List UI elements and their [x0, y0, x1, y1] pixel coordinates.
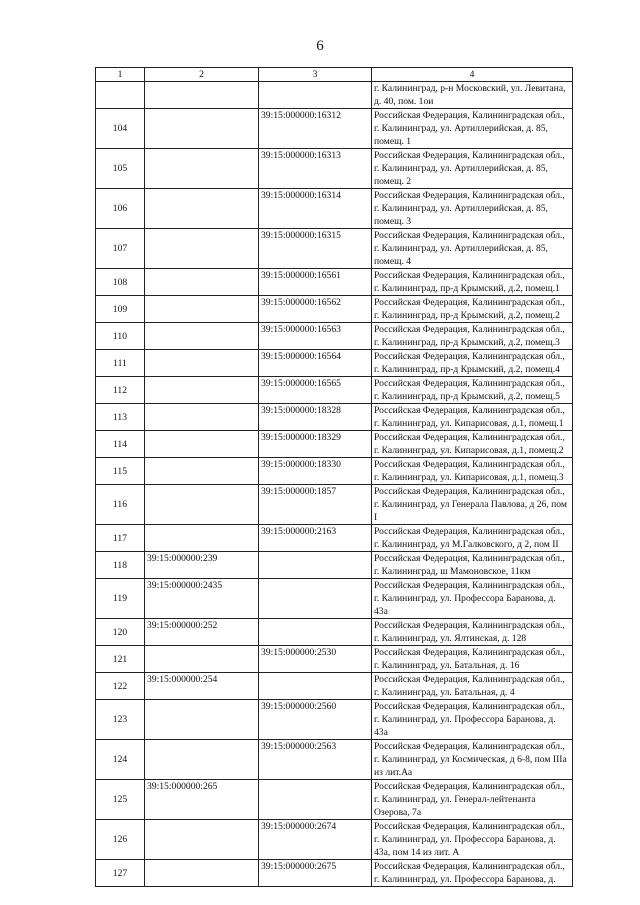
- row-number-cell: 125: [96, 780, 145, 820]
- address-cell: Российская Федерация, Калининградская обл., г. Калининград, ул. Генерал-лейтенанта Озерова, 7а: [372, 780, 573, 820]
- row-number-cell: 111: [96, 350, 145, 377]
- table-row: [96, 458, 573, 485]
- cadastral-number-cell: [145, 189, 259, 229]
- header-cell-3: 3: [259, 68, 372, 82]
- address-cell: Российская Федерация, Калининградская обл., г. Калининград, ул. Артиллерийская, д. 85, помещ. 1: [372, 109, 573, 149]
- table-row: [96, 579, 573, 619]
- table-row: [96, 149, 573, 189]
- address-cell: Российская Федерация, Калининградская обл., г. Калининград, пр-д Крымский, д.2, помещ.5: [372, 377, 573, 404]
- cadastral-number-cell: [145, 860, 259, 887]
- address-cell: Российская Федерация, Калининградская обл., г. Калининград, ул Космическая, д 6-8, пом IIIа из лит.Аа: [372, 740, 573, 780]
- cadastral-number-premises-cell: 39:15:000000:2675: [259, 860, 372, 887]
- address-cell: Российская Федерация, Калининградская обл., г. Калининград, ш Мамоновское, 11км: [372, 552, 573, 579]
- row-number-cell: 113: [96, 404, 145, 431]
- cadastral-number-premises-cell: 39:15:000000:18329: [259, 431, 372, 458]
- address-cell: Российская Федерация, Калининградская обл., г. Калининград, ул. Ялтинская, д. 128: [372, 619, 573, 646]
- cadastral-number-premises-cell: 39:15:000000:2560: [259, 700, 372, 740]
- row-number-cell: [96, 82, 145, 109]
- cadastral-number-cell: 39:15:000000:252: [145, 619, 259, 646]
- row-number-cell: 110: [96, 323, 145, 350]
- row-number-cell: 126: [96, 820, 145, 860]
- row-number-cell: 112: [96, 377, 145, 404]
- cadastral-number-cell: [145, 296, 259, 323]
- row-number-cell: 114: [96, 431, 145, 458]
- address-cell: Российская Федерация, Калининградская обл., г. Калининград, ул. Артиллерийская, д. 85, помещ. 4: [372, 229, 573, 269]
- table-row: [96, 323, 573, 350]
- table-row: [96, 431, 573, 458]
- address-cell: Российская Федерация, Калининградская обл., г. Калининград, ул. Батальная, д. 16: [372, 646, 573, 673]
- address-cell: Российская Федерация, Калининградская обл., г. Калининград, пр-д Крымский, д.2, помещ.4: [372, 350, 573, 377]
- cadastral-number-cell: 39:15:000000:2435: [145, 579, 259, 619]
- table-row: [96, 700, 573, 740]
- address-cell: Российская Федерация, Калининградская обл., г. Калининград, ул. Батальная, д. 4: [372, 673, 573, 700]
- cadastral-number-premises-cell: 39:15:000000:2674: [259, 820, 372, 860]
- cadastral-number-cell: 39:15:000000:254: [145, 673, 259, 700]
- table-row: [96, 673, 573, 700]
- cadastral-number-cell: [145, 109, 259, 149]
- table-row: [96, 780, 573, 820]
- cadastral-number-premises-cell: 39:15:000000:16315: [259, 229, 372, 269]
- table-row: [96, 820, 573, 860]
- row-number-cell: 108: [96, 269, 145, 296]
- table-row: [96, 646, 573, 673]
- row-number-cell: 122: [96, 673, 145, 700]
- cadastral-number-cell: [145, 377, 259, 404]
- cadastral-number-premises-cell: 39:15:000000:18328: [259, 404, 372, 431]
- header-cell-1: 1: [96, 68, 145, 82]
- row-number-cell: 105: [96, 149, 145, 189]
- cadastral-number-premises-cell: 39:15:000000:16561: [259, 269, 372, 296]
- cadastral-number-cell: [145, 485, 259, 525]
- cadastral-number-cell: [145, 350, 259, 377]
- cadastral-number-cell: [145, 458, 259, 485]
- cadastral-number-cell: [145, 82, 259, 109]
- cadastral-number-premises-cell: 39:15:000000:16313: [259, 149, 372, 189]
- table-header-row: [96, 68, 573, 82]
- registry-table: [95, 67, 573, 887]
- row-number-cell: 115: [96, 458, 145, 485]
- address-cell: Российская Федерация, Калининградская обл., г. Калининград, пр-д Крымский, д.2, помещ.2: [372, 296, 573, 323]
- cadastral-number-premises-cell: 39:15:000000:2563: [259, 740, 372, 780]
- row-number-cell: 118: [96, 552, 145, 579]
- cadastral-number-cell: [145, 431, 259, 458]
- cadastral-number-cell: [145, 740, 259, 780]
- cadastral-number-premises-cell: 39:15:000000:16563: [259, 323, 372, 350]
- table-row: [96, 740, 573, 780]
- address-cell: Российская Федерация, Калининградская обл., г. Калининград, ул. Кипарисовая, д.1, помещ.1: [372, 404, 573, 431]
- row-number-cell: 104: [96, 109, 145, 149]
- row-number-cell: 107: [96, 229, 145, 269]
- address-cell: Российская Федерация, Калининградская обл., г. Калининград, ул. Кипарисовая, д.1, помещ.2: [372, 431, 573, 458]
- table-row: [96, 229, 573, 269]
- cadastral-number-cell: [145, 525, 259, 552]
- row-number-cell: 117: [96, 525, 145, 552]
- cadastral-number-cell: [145, 149, 259, 189]
- address-cell: Российская Федерация, Калининградская обл., г. Калининград, ул. Профессора Баранова, д. 43а: [372, 579, 573, 619]
- cadastral-number-premises-cell: 39:15:000000:1857: [259, 485, 372, 525]
- cadastral-number-premises-cell: [259, 780, 372, 820]
- cadastral-number-premises-cell: [259, 552, 372, 579]
- cadastral-number-premises-cell: [259, 673, 372, 700]
- address-cell: Российская Федерация, Калининградская обл., г. Калининград, ул. Профессора Баранова, д. 43а, пом 14 из лит. А: [372, 820, 573, 860]
- address-cell: Российская Федерация, Калининградская обл., г. Калининград, ул. Профессора Баранова, д. 43а: [372, 700, 573, 740]
- row-number-cell: 120: [96, 619, 145, 646]
- table-row: [96, 485, 573, 525]
- table-row: [96, 552, 573, 579]
- row-number-cell: 121: [96, 646, 145, 673]
- cadastral-number-premises-cell: 39:15:000000:18330: [259, 458, 372, 485]
- address-cell: Российская Федерация, Калининградская обл., г. Калининград, пр-д Крымский, д.2, помещ.3: [372, 323, 573, 350]
- cadastral-number-cell: [145, 323, 259, 350]
- table-row: [96, 269, 573, 296]
- address-cell: г. Калининград, р-н Московский, ул. Левитана, д. 40, пом. 1ои: [372, 82, 573, 109]
- address-cell: Российская Федерация, Калининградская обл., г. Калининград, ул Генерала Павлова, д 26, пом I: [372, 485, 573, 525]
- table-row: [96, 860, 573, 887]
- row-number-cell: 116: [96, 485, 145, 525]
- cadastral-number-cell: [145, 700, 259, 740]
- cadastral-number-premises-cell: 39:15:000000:16312: [259, 109, 372, 149]
- cadastral-number-premises-cell: [259, 579, 372, 619]
- row-number-cell: 106: [96, 189, 145, 229]
- row-number-cell: 119: [96, 579, 145, 619]
- cadastral-number-cell: [145, 269, 259, 296]
- cadastral-number-cell: 39:15:000000:239: [145, 552, 259, 579]
- header-cell-2: 2: [145, 68, 259, 82]
- cadastral-number-cell: [145, 646, 259, 673]
- cadastral-number-cell: [145, 820, 259, 860]
- table-row: [96, 296, 573, 323]
- row-number-cell: 109: [96, 296, 145, 323]
- address-cell: Российская Федерация, Калининградская обл., г. Калининград, пр-д Крымский, д.2, помещ.1: [372, 269, 573, 296]
- cadastral-number-premises-cell: 39:15:000000:16564: [259, 350, 372, 377]
- cadastral-number-cell: 39:15:000000:265: [145, 780, 259, 820]
- cadastral-number-cell: [145, 229, 259, 269]
- row-number-cell: 124: [96, 740, 145, 780]
- table-row: [96, 619, 573, 646]
- row-number-cell: 127: [96, 860, 145, 887]
- cadastral-number-premises-cell: 39:15:000000:2163: [259, 525, 372, 552]
- address-cell: Российская Федерация, Калининградская обл., г. Калининград, ул. Кипарисовая, д.1, помещ.3: [372, 458, 573, 485]
- registry-table-body: [96, 68, 573, 887]
- cadastral-number-premises-cell: 39:15:000000:2530: [259, 646, 372, 673]
- table-row: [96, 350, 573, 377]
- table-row: [96, 109, 573, 149]
- cadastral-number-premises-cell: [259, 619, 372, 646]
- cadastral-number-premises-cell: 39:15:000000:16314: [259, 189, 372, 229]
- table-row: [96, 189, 573, 229]
- page-number: 6: [316, 38, 324, 54]
- cadastral-number-premises-cell: 39:15:000000:16562: [259, 296, 372, 323]
- address-cell: Российская Федерация, Калининградская обл., г. Калининград, ул. Артиллерийская, д. 85, помещ. 2: [372, 149, 573, 189]
- cadastral-number-premises-cell: [259, 82, 372, 109]
- row-number-cell: 123: [96, 700, 145, 740]
- address-cell: Российская Федерация, Калининградская обл., г. Калининград, ул М.Галковского, д 2, пом II: [372, 525, 573, 552]
- table-row: [96, 404, 573, 431]
- table-row: [96, 82, 573, 109]
- table-row: [96, 377, 573, 404]
- cadastral-number-premises-cell: 39:15:000000:16565: [259, 377, 372, 404]
- address-cell: Российская Федерация, Калининградская обл., г. Калининград, ул. Артиллерийская, д. 85, помещ. 3: [372, 189, 573, 229]
- header-cell-4: 4: [372, 68, 573, 82]
- cadastral-number-cell: [145, 404, 259, 431]
- address-cell: Российская Федерация, Калининградская обл., г. Калининград, ул. Профессора Баранова, д.: [372, 860, 573, 887]
- table-row: [96, 525, 573, 552]
